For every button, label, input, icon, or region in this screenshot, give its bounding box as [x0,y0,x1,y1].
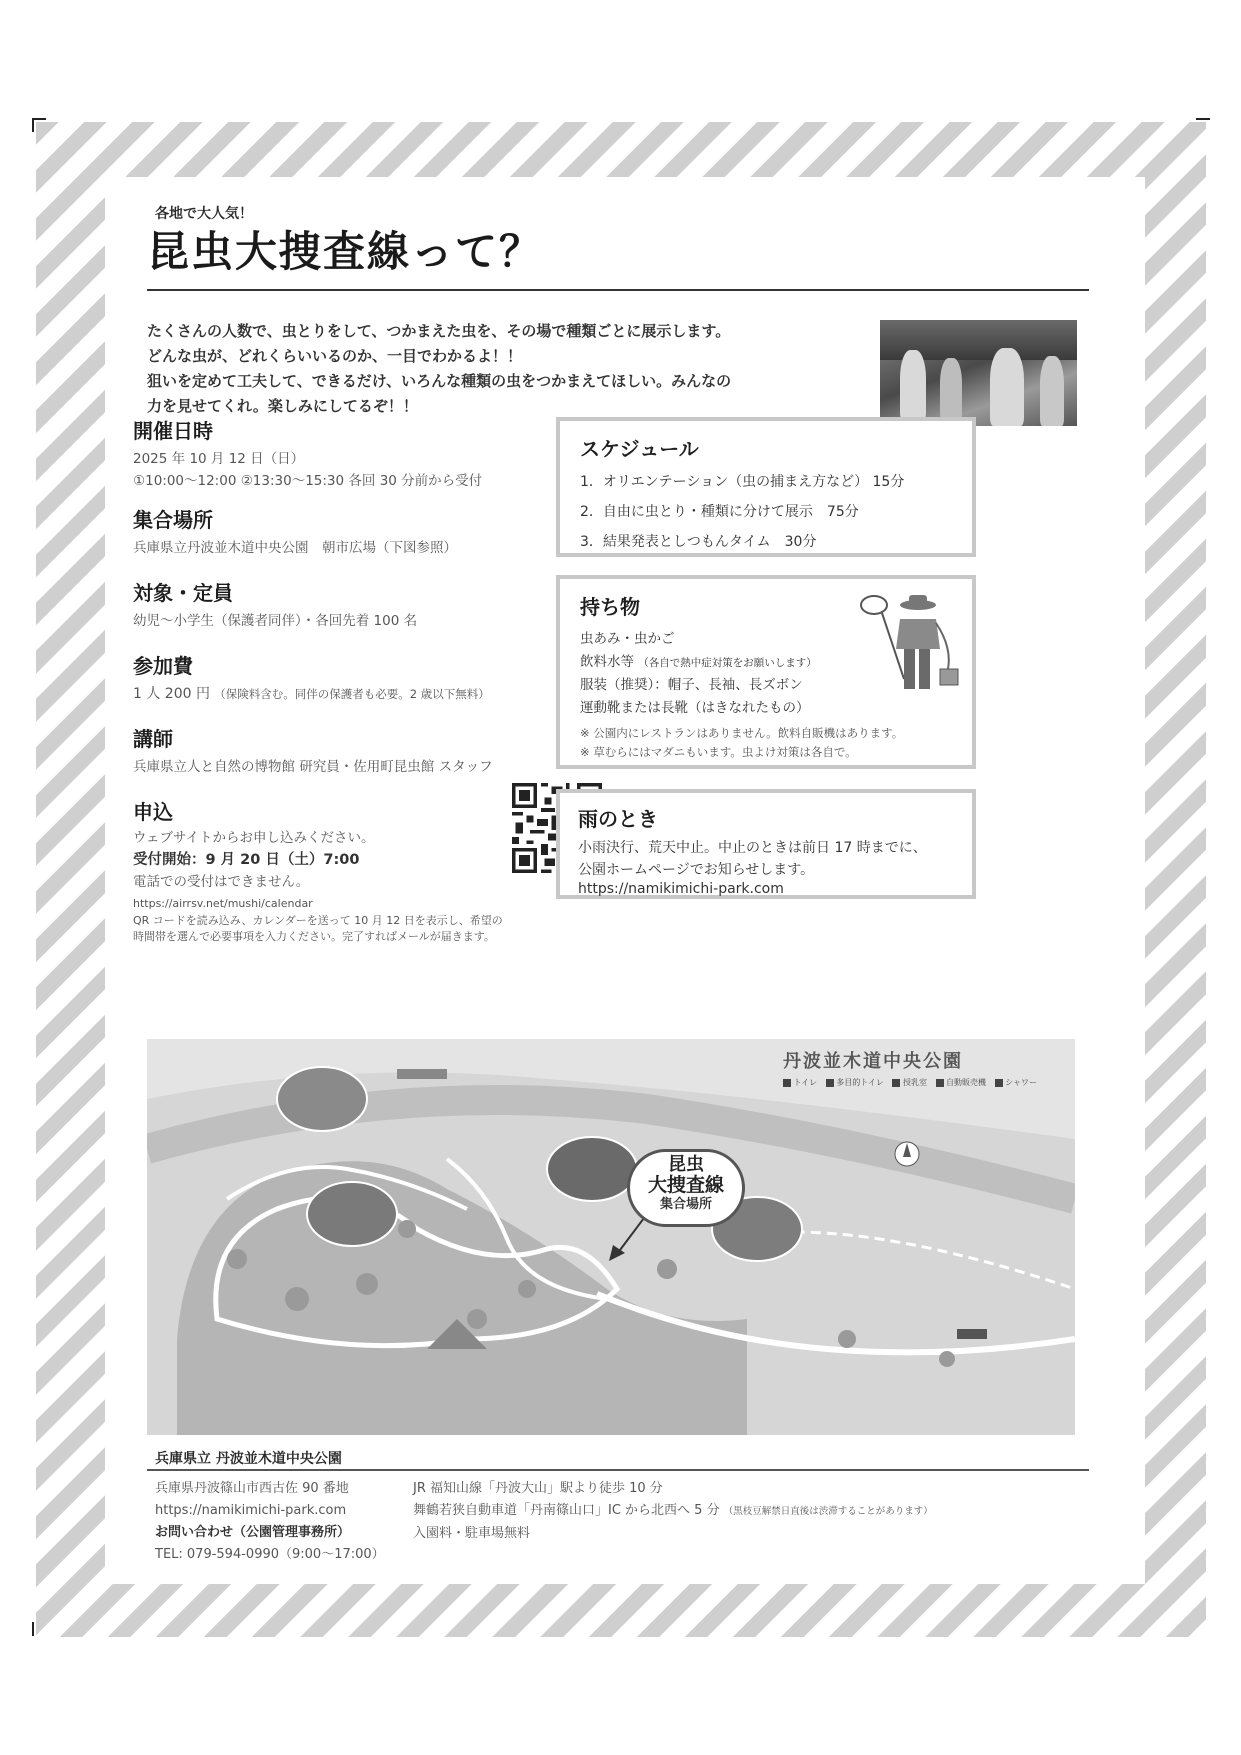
footer-access-car [413,1500,933,1523]
place-heading: 集合場所 [133,508,213,532]
apply-url[interactable]: https://airrsv.net/mushi/calendar [133,897,313,910]
belongings-drink: 飲料水等 [580,654,634,670]
legend-item: 多目的トイレ [836,1078,884,1087]
apply-note: 時間帯を選んで必要事項を入力ください。完了すればメールが届きます。 [133,930,495,943]
schedule-item: 2．自由に虫とり・種類に分けて展示 75分 [580,504,859,520]
footer-contact-label: お問い合わせ（公園管理事務所） [155,1525,351,1540]
footer-access-car-note: （黒枝豆解禁日直後は渋滞することがあります） [723,1506,933,1517]
belongings-drink-note: （各自で熱中症対策をお願いします） [638,657,817,669]
map-drawing [147,1039,1075,1435]
crop-mark [32,1622,34,1636]
event-photo [880,320,1077,426]
bug-catcher-illustration-icon [856,587,966,712]
fee-note: （保険料含む。同伴の保護者も必要。2 歳以下無料） [214,687,490,701]
belongings-item: 運動靴または長靴（はきなれたもの） [580,700,810,716]
apply-note: QR コードを読み込み、カレンダーを送って 10 月 12 日を表示し、希望の [133,914,503,927]
belongings-note: ※ 公園内にレストランはありません。飲料自販機はあります。 [580,726,904,740]
date-heading: 開催日時 [133,419,213,443]
date-line: 2025 年 10 月 12 日（日） [133,451,305,467]
rain-url[interactable]: https://namikimichi-park.com [578,881,784,897]
footer-tel: TEL: 079-594-0990（9:00～17:00） [155,1547,385,1562]
rain-line: 小雨決行、荒天中止。中止のときは前日 17 時までに、 [578,840,927,856]
lecturer-line: 兵庫県立人と自然の博物館 研究員・佐用町昆虫館 スタッフ [133,759,493,775]
rain-heading: 雨のとき [578,807,658,831]
meeting-point-callout [627,1149,745,1227]
belongings-item: 虫あみ・虫かご [580,631,675,647]
footer-left [155,1478,385,1566]
legend-item: トイレ [793,1078,818,1087]
intro-line: 狙いを定めて工夫して、できるだけ、いろんな種類の虫をつかまえてほしい。みんなの [147,372,732,390]
vending-machine-icon [936,1079,944,1087]
time-line: ①10:00～12:00 ②13:30～15:30 各回 30 分前から受付 [133,473,483,489]
schedule-item: 1．オリエンテーション（虫の捕まえ方など） 15分 [580,474,905,490]
flyer-card [105,177,1145,1584]
rain-line: 公園ホームページでお知らせします。 [578,862,815,878]
subtitle: 各地で大人気！ [155,206,253,222]
apply-line: ウェブサイトからお申し込みください。 [133,830,375,846]
rain-box [556,789,976,899]
belongings-note: ※ 草むらにはマダニもいます。虫よけ対策は各自で。 [580,745,857,759]
footer-access-train: JR 福知山線「丹波大山」駅より徒歩 10 分 [413,1481,663,1496]
fee-line [133,683,563,705]
nursing-room-icon [892,1079,900,1087]
footer-url[interactable]: https://namikimichi-park.com [155,1503,347,1518]
fee-heading: 参加費 [133,654,193,678]
crop-mark [1196,118,1210,120]
intro-line: 力を見せてくれ。楽しみにしてるぞ！！ [147,397,418,415]
place-line: 兵庫県立丹波並木道中央公園 朝市広場（下図参照） [133,540,457,556]
belongings-item [580,650,817,670]
schedule-box [556,417,976,557]
apply-start: 受付開始：9 月 20 日（土）7:00 [133,852,360,868]
footer-divider [147,1469,1089,1471]
belongings-heading: 持ち物 [580,595,640,619]
info-column [133,415,563,945]
belongings-item: 服装（推奨）：帽子、長袖、長ズボン [580,677,803,693]
park-map [147,1039,1075,1435]
footer-access-car-text: 舞鶴若狭自動車道「丹南篠山口」IC から北西へ 5 分 [413,1503,720,1518]
fee-amount: 1 人 200 円 [133,686,210,702]
schedule-item: 3．結果発表としつもんタイム 30分 [580,534,817,550]
crop-mark [32,118,46,120]
intro-line: たくさんの人数で、虫とりをして、つかまえた虫を、その場で種類ごとに展示します。 [147,322,731,340]
apply-heading: 申込 [133,800,173,824]
belongings-box [556,575,976,769]
shower-icon [995,1079,1003,1087]
crop-mark [32,118,34,132]
title-divider [147,289,1089,291]
legend-item: 自動販売機 [946,1078,987,1087]
footer-fee: 入園料・駐車場無料 [413,1526,531,1541]
target-heading: 対象・定員 [133,581,233,605]
footer-address: 兵庫県丹波篠山市西古佐 90 番地 [155,1481,349,1496]
callout-line: 集合場所 [659,1197,712,1212]
footer-right [413,1478,933,1545]
map-title: 丹波並木道中央公園 [783,1051,963,1072]
callout-line: 昆虫 [668,1154,704,1175]
lecturer-heading: 講師 [133,727,173,751]
accessible-toilet-icon [826,1079,834,1087]
target-line: 幼児～小学生（保護者同伴）・各回先着 100 名 [133,613,418,629]
callout-line: 大捜査線 [647,1174,724,1196]
page-title: 昆虫大捜査線って？ [147,227,544,276]
legend-item: 授乳室 [902,1078,927,1087]
legend-item: シャワー [1005,1078,1037,1087]
footer-heading: 兵庫県立 丹波並木道中央公園 [155,1451,342,1467]
schedule-heading: スケジュール [580,437,699,461]
intro-text [147,319,847,419]
intro-line: どんな虫が、どれくらいいるのか、一目でわかるよ！！ [147,347,523,365]
toilet-icon [783,1079,791,1087]
apply-phone-note: 電話での受付はできません。 [133,874,310,890]
map-legend [783,1077,1037,1088]
